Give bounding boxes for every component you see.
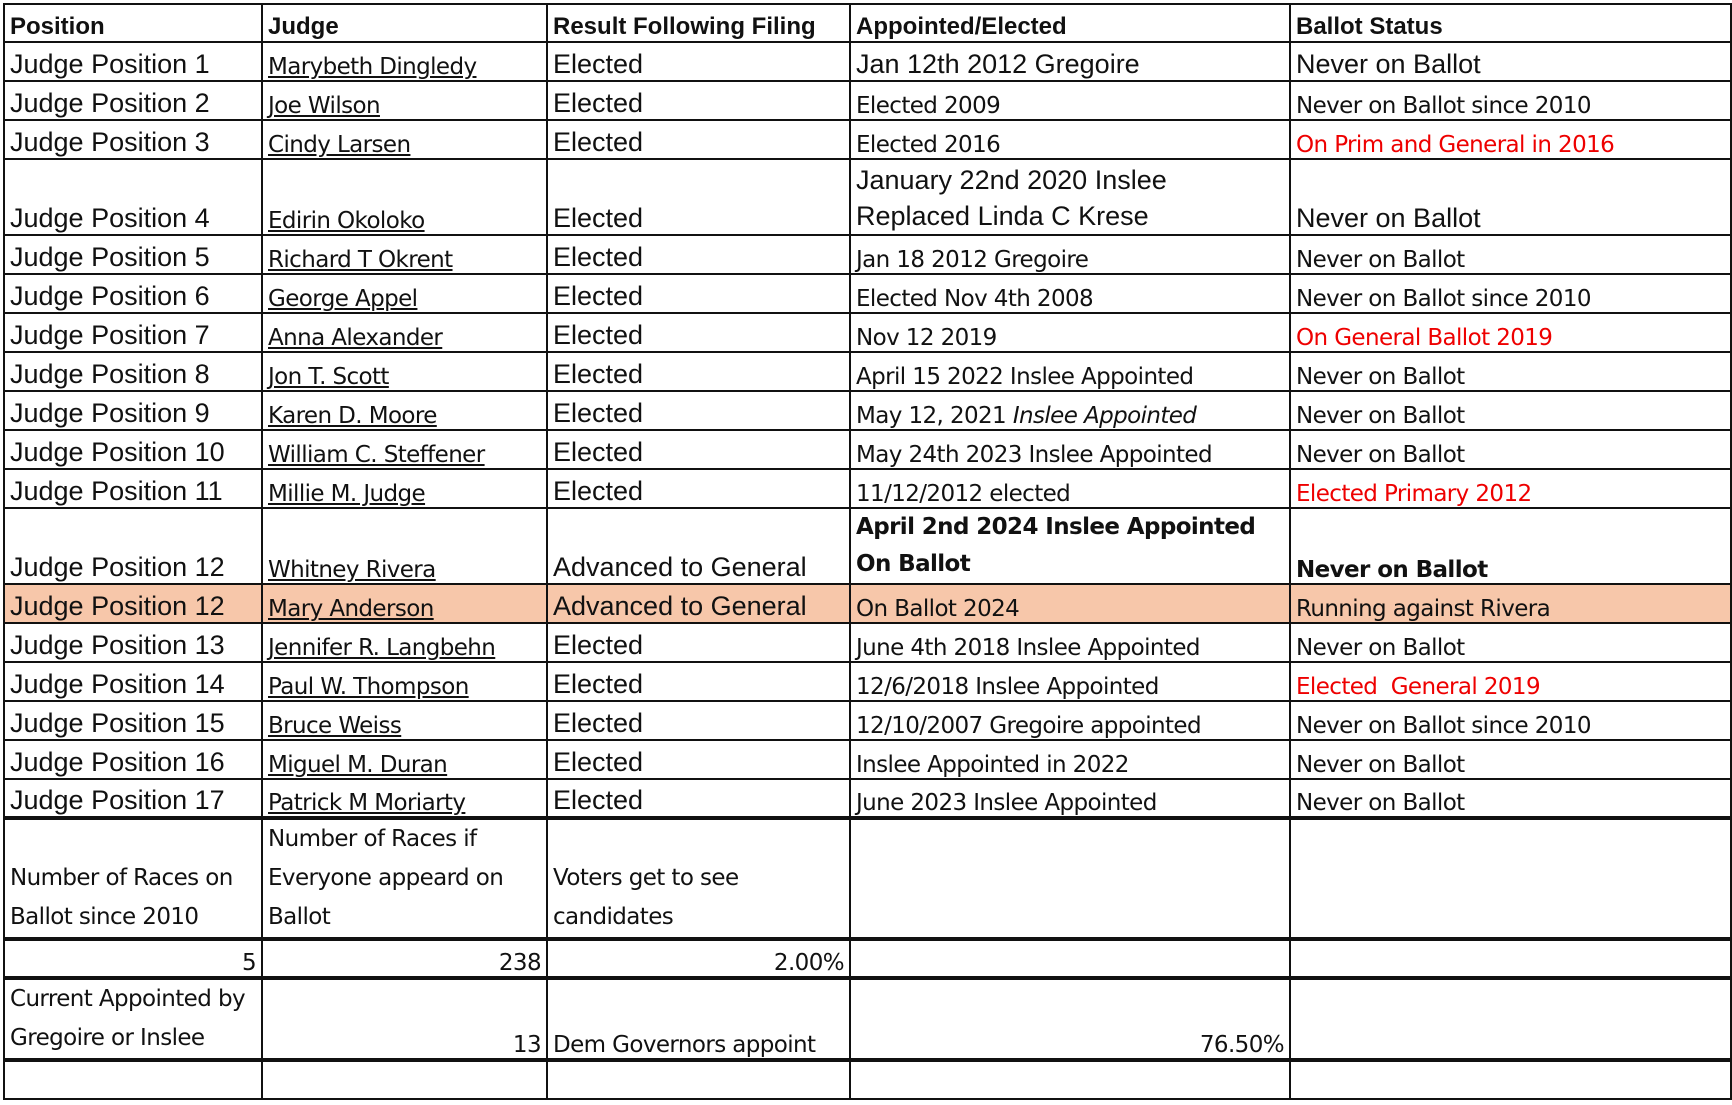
table-row: [4, 235, 1731, 274]
result-cell[interactable]: Elected: [547, 120, 850, 159]
dem-governors-value[interactable]: 76.50%: [850, 978, 1290, 1060]
table-row: [4, 430, 1731, 469]
result-cell[interactable]: Elected: [547, 235, 850, 274]
position-cell[interactable]: Judge Position 8: [4, 352, 262, 391]
empty-cell[interactable]: [4, 1060, 262, 1099]
empty-cell[interactable]: [547, 1060, 850, 1099]
judge-link[interactable]: Karen D. Moore: [262, 391, 547, 430]
status-cell[interactable]: Never on Ballot: [1290, 391, 1731, 430]
empty-cell[interactable]: [1290, 939, 1731, 978]
result-cell[interactable]: Elected: [547, 740, 850, 779]
result-cell[interactable]: Elected: [547, 469, 850, 508]
result-cell[interactable]: Elected: [547, 352, 850, 391]
result-cell[interactable]: Elected: [547, 623, 850, 662]
position-cell[interactable]: Judge Position 13: [4, 623, 262, 662]
result-cell[interactable]: Elected: [547, 701, 850, 740]
status-cell[interactable]: Never on Ballot since 2010: [1290, 274, 1731, 313]
table-row: [4, 159, 1731, 235]
appointed-cell[interactable]: June 4th 2018 Inslee Appointed: [850, 623, 1290, 662]
header-judge[interactable]: Judge: [262, 4, 547, 42]
status-cell[interactable]: Never on Ballot: [1290, 235, 1731, 274]
position-cell[interactable]: Judge Position 2: [4, 81, 262, 120]
voters-see-label[interactable]: Voters get to see candidates: [547, 818, 850, 939]
status-cell[interactable]: Never on Ballot: [1290, 779, 1731, 818]
judge-link[interactable]: Marybeth Dingledy: [262, 42, 547, 81]
position-cell[interactable]: Judge Position 15: [4, 701, 262, 740]
status-cell[interactable]: Elected General 2019: [1290, 662, 1731, 701]
position-cell[interactable]: Judge Position 9: [4, 391, 262, 430]
result-cell[interactable]: Elected: [547, 159, 850, 235]
judge-link[interactable]: Patrick M Moriarty: [262, 779, 547, 818]
empty-cell[interactable]: [1290, 818, 1731, 939]
judge-link[interactable]: Paul W. Thompson: [262, 662, 547, 701]
result-cell[interactable]: Advanced to General: [547, 584, 850, 623]
status-cell[interactable]: Elected Primary 2012: [1290, 469, 1731, 508]
table-row: [4, 313, 1731, 352]
status-cell[interactable]: On General Ballot 2019: [1290, 313, 1731, 352]
appointed-cell[interactable]: On Ballot 2024: [850, 584, 1290, 623]
judge-link[interactable]: William C. Steffener: [262, 430, 547, 469]
result-cell[interactable]: Elected: [547, 391, 850, 430]
position-cell[interactable]: Judge Position 12: [4, 508, 262, 584]
judge-link[interactable]: Mary Anderson: [262, 584, 547, 623]
status-cell[interactable]: Never on Ballot: [1290, 352, 1731, 391]
table-row: [4, 740, 1731, 779]
judge-link[interactable]: Miguel M. Duran: [262, 740, 547, 779]
header-ballot-status[interactable]: Ballot Status: [1290, 4, 1731, 42]
appointed-cell[interactable]: 12/10/2007 Gregoire appointed: [850, 701, 1290, 740]
current-appointed-label[interactable]: Current Appointed by Gregoire or Inslee: [4, 978, 262, 1060]
header-position[interactable]: Position: [4, 4, 262, 42]
appointed-cell[interactable]: May 24th 2023 Inslee Appointed: [850, 430, 1290, 469]
empty-cell[interactable]: [850, 818, 1290, 939]
judge-link[interactable]: Richard T Okrent: [262, 235, 547, 274]
empty-cell[interactable]: [262, 1060, 547, 1099]
table-row: [4, 352, 1731, 391]
races-on-ballot-value[interactable]: 5: [4, 939, 262, 978]
dem-governors-label[interactable]: Dem Governors appoint: [547, 978, 850, 1060]
position-cell[interactable]: Judge Position 17: [4, 779, 262, 818]
table-row: [4, 469, 1731, 508]
status-cell[interactable]: Running against Rivera: [1290, 584, 1731, 623]
status-cell[interactable]: Never on Ballot: [1290, 159, 1731, 235]
result-cell[interactable]: Elected: [547, 779, 850, 818]
appointed-cell[interactable]: Jan 12th 2012 Gregoire: [850, 42, 1290, 81]
result-cell[interactable]: Elected: [547, 274, 850, 313]
status-cell[interactable]: Never on Ballot since 2010: [1290, 701, 1731, 740]
appointed-cell[interactable]: 12/6/2018 Inslee Appointed: [850, 662, 1290, 701]
judge-link[interactable]: Jon T. Scott: [262, 352, 547, 391]
appointed-cell[interactable]: [850, 391, 1290, 430]
position-cell[interactable]: Judge Position 7: [4, 313, 262, 352]
appointed-note: Inslee Appointed: [1012, 403, 1197, 429]
empty-cell[interactable]: [1290, 978, 1731, 1060]
judge-link[interactable]: Millie M. Judge: [262, 469, 547, 508]
appointed-cell[interactable]: June 2023 Inslee Appointed: [850, 779, 1290, 818]
header-row: [4, 4, 1731, 42]
table-row: [4, 391, 1731, 430]
status-cell[interactable]: Never on Ballot: [1290, 430, 1731, 469]
table-row: [4, 81, 1731, 120]
races-on-ballot-label[interactable]: Number of Races on Ballot since 2010: [4, 818, 262, 939]
judge-link[interactable]: George Appel: [262, 274, 547, 313]
judge-link[interactable]: Bruce Weiss: [262, 701, 547, 740]
result-cell[interactable]: Elected: [547, 662, 850, 701]
status-cell[interactable]: Never on Ballot: [1290, 623, 1731, 662]
status-cell[interactable]: On Prim and General in 2016: [1290, 120, 1731, 159]
appointed-cell[interactable]: January 22nd 2020 Inslee Replaced Linda C Krese: [850, 159, 1290, 235]
empty-cell[interactable]: [850, 939, 1290, 978]
appointed-cell[interactable]: Jan 18 2012 Gregoire: [850, 235, 1290, 274]
position-cell[interactable]: Judge Position 5: [4, 235, 262, 274]
appointed-cell[interactable]: Elected 2009: [850, 81, 1290, 120]
table-row: [4, 274, 1731, 313]
appointed-summary-row: [4, 978, 1731, 1060]
judge-link[interactable]: Joe Wilson: [262, 81, 547, 120]
judge-link[interactable]: Whitney Rivera: [262, 508, 547, 584]
voters-see-value[interactable]: 2.00%: [547, 939, 850, 978]
result-cell[interactable]: Elected: [547, 430, 850, 469]
header-appointed[interactable]: Appointed/Elected: [850, 4, 1290, 42]
appointed-date: May 12, 2021: [856, 403, 1007, 429]
result-cell[interactable]: Elected: [547, 81, 850, 120]
judge-link[interactable]: Cindy Larsen: [262, 120, 547, 159]
header-result[interactable]: Result Following Filing: [547, 4, 850, 42]
current-appointed-value[interactable]: 13: [262, 978, 547, 1060]
status-cell[interactable]: Never on Ballot: [1290, 740, 1731, 779]
summary-values-row: [4, 939, 1731, 978]
empty-cell[interactable]: [850, 1060, 1290, 1099]
table-row: [4, 508, 1731, 584]
position-cell[interactable]: Judge Position 4: [4, 159, 262, 235]
position-cell[interactable]: Judge Position 1: [4, 42, 262, 81]
table-row: [4, 623, 1731, 662]
position-cell[interactable]: Judge Position 11: [4, 469, 262, 508]
table-row-highlighted: [4, 584, 1731, 623]
position-cell[interactable]: Judge Position 14: [4, 662, 262, 701]
position-cell[interactable]: Judge Position 6: [4, 274, 262, 313]
table-row: [4, 662, 1731, 701]
position-cell[interactable]: Judge Position 16: [4, 740, 262, 779]
status-cell[interactable]: Never on Ballot: [1290, 508, 1731, 584]
table-row: [4, 42, 1731, 81]
judges-spreadsheet: [3, 3, 1732, 1100]
judge-link[interactable]: Anna Alexander: [262, 313, 547, 352]
empty-cell[interactable]: [1290, 1060, 1731, 1099]
table-row: [4, 120, 1731, 159]
empty-row: [4, 1060, 1731, 1099]
races-if-everyone-value[interactable]: 238: [262, 939, 547, 978]
appointed-cell[interactable]: Nov 12 2019: [850, 313, 1290, 352]
position-cell[interactable]: Judge Position 12: [4, 584, 262, 623]
result-cell[interactable]: Advanced to General: [547, 508, 850, 584]
position-cell[interactable]: Judge Position 3: [4, 120, 262, 159]
table-row: [4, 701, 1731, 740]
status-cell[interactable]: Never on Ballot: [1290, 42, 1731, 81]
judge-link[interactable]: Edirin Okoloko: [262, 159, 547, 235]
judge-link[interactable]: Jennifer R. Langbehn: [262, 623, 547, 662]
appointed-cell[interactable]: Inslee Appointed in 2022: [850, 740, 1290, 779]
appointed-cell[interactable]: 11/12/2012 elected: [850, 469, 1290, 508]
appointed-cell[interactable]: Elected Nov 4th 2008: [850, 274, 1290, 313]
appointed-cell[interactable]: April 2nd 2024 Inslee Appointed On Ballot: [850, 508, 1290, 584]
races-if-everyone-label[interactable]: Number of Races if Everyone appeard on Ballot: [262, 818, 547, 939]
summary-label-row: [4, 818, 1731, 939]
appointed-cell[interactable]: Elected 2016: [850, 120, 1290, 159]
appointed-cell[interactable]: April 15 2022 Inslee Appointed: [850, 352, 1290, 391]
position-cell[interactable]: Judge Position 10: [4, 430, 262, 469]
result-cell[interactable]: Elected: [547, 313, 850, 352]
table-row: [4, 779, 1731, 818]
result-cell[interactable]: Elected: [547, 42, 850, 81]
status-cell[interactable]: Never on Ballot since 2010: [1290, 81, 1731, 120]
